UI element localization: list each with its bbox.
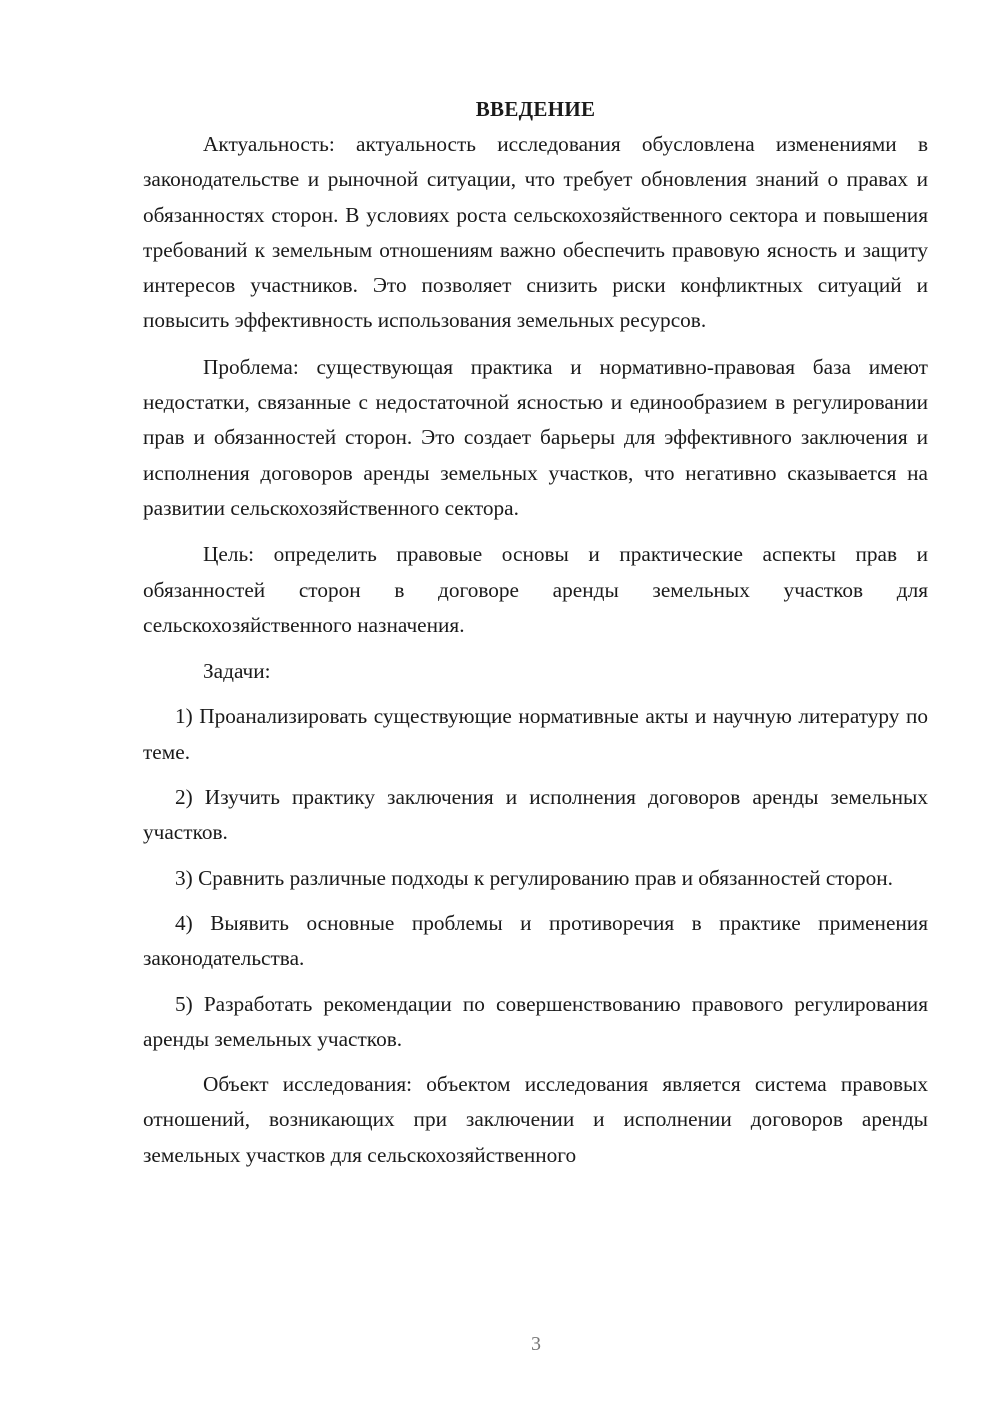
paragraph-relevance: Актуальность: актуальность исследования обусловлена изменениями в законодательстве и рыночной ситуации, что требует обновления знаний о правах и обязанностях сторон. В условиях роста сельскохозяйственного сектора и повышения требований к земельным отношениям важно обеспечить правовую ясность и защиту интересов участников. Это позволяет снизить риски конфликтных ситуаций и повысить эффективность использования земельных ресурсов. [143,132,928,333]
page-number: 3 [531,1333,541,1355]
document-page [143,92,928,1184]
task-item: 1) Проанализировать существующие нормативные акты и научную литературу по теме. [143,704,928,764]
paragraph-goal: Цель: определить правовые основы и практические аспекты прав и обязанностей сторон в договоре аренды земельных участков для сельскохозяйственного назначения. [143,542,928,637]
section-heading: ВВЕДЕНИЕ [475,97,596,121]
paragraph-problem: Проблема: существующая практика и нормативно-правовая база имеют недостатки, связанные с недостаточной ясностью и единообразием в регулировании прав и обязанностей сторон. Это создает барьеры для эффективного заключения и исполнения договоров аренды земельных участков, что негативно сказывается на развитии сельскохозяйственного сектора. [143,354,928,520]
tasks-label: Задачи: [203,659,271,684]
paragraph-object: Объект исследования: объектом исследования является система правовых отношений, возникающих при заключении и исполнении договоров аренды земельных участков для сельскохозяйственного [143,1072,928,1167]
task-item: 4) Выявить основные проблемы и противоречия в практике применения законодательства. [143,910,928,971]
task-item: 2) Изучить практику заключения и исполнения договоров аренды земельных участков. [143,785,928,845]
task-item: 3) Сравнить различные подходы к регулированию прав и обязанностей сторон. [175,865,893,890]
task-item: 5) Разработать рекомендации по совершенствованию правового регулирования аренды земельных участков. [143,991,928,1051]
